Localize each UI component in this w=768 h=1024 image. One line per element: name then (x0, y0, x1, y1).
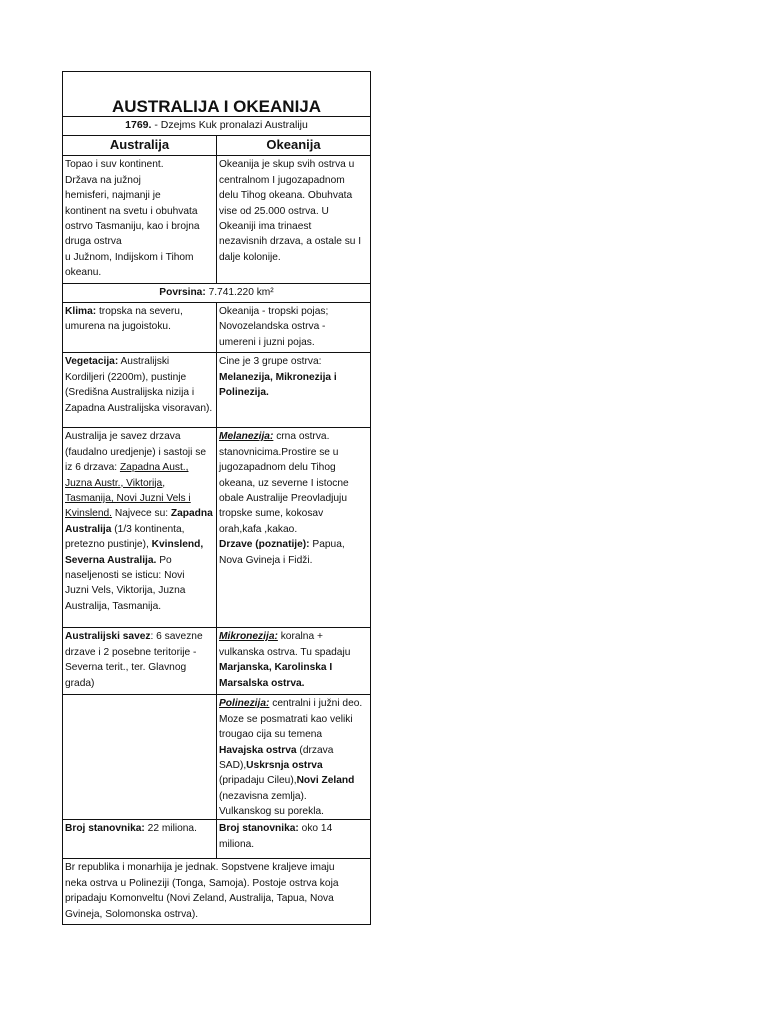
text-line: Nova Gvineja i Fidži. (219, 554, 313, 566)
povrsina-value: 7.741.220 km² (205, 286, 274, 298)
cell-australija-stanovnici (63, 820, 217, 859)
stanovnika-label: Broj stanovnika: (65, 823, 145, 835)
text-line: Novozelandska ostrva - (219, 321, 326, 333)
text-line (219, 821, 368, 836)
text-line: u Južnom, Indijskom i Tihom (65, 251, 194, 263)
text-span: pretezno pustinje), (65, 539, 152, 551)
text-span: koralna + (277, 631, 323, 643)
text-line: grada) (65, 677, 95, 689)
text-line (219, 743, 368, 758)
document-table (62, 71, 371, 925)
text-line (65, 553, 214, 568)
text-line: vulkanska ostrva. Tu spadaju (219, 646, 351, 658)
text-line: druga ostrva (65, 236, 122, 248)
text-span: Zapadna (170, 508, 213, 520)
polinezija-label: Polinezija: (219, 698, 270, 710)
text-line: Kordiljeri (2200m), pustinje (65, 371, 187, 383)
text-line: umereni i juzni pojas. (219, 336, 315, 348)
subtitle (63, 117, 371, 136)
text-line: stanovnicima.Prostire se u (219, 446, 339, 458)
text-line (219, 429, 368, 444)
text-line: nezavisnih drzava, a ostale su I (219, 236, 362, 248)
text-line: Zapadna Australijska visoravan). (65, 402, 213, 414)
vegetacija-label: Vegetacija: (65, 356, 119, 368)
text-span: Australijski (118, 356, 170, 368)
text-span: (drzava (296, 744, 334, 756)
text-line: Br republika i monarhija je jednak. Sopstvene kraljeve imaju (65, 862, 335, 874)
text-line (65, 354, 214, 369)
text-span: tropska na severu, (96, 306, 183, 318)
cell-australija-savez (63, 428, 217, 628)
text-line: Topao i suv kontinent. (65, 159, 164, 171)
text-span: Novi Zeland (296, 775, 355, 787)
text-line: Okeanija je skup svih ostrva u (219, 159, 355, 171)
text-span: Papua, (309, 539, 345, 551)
povrsina-label: Povrsina: (159, 286, 206, 298)
text-line: Marjanska, Karolinska I (219, 662, 333, 674)
text-line (65, 304, 214, 319)
text-line: Marsalska ostrva. (219, 677, 305, 689)
text-line: Okeaniji ima trinaest (219, 221, 312, 233)
text-line: Cine je 3 grupe ostrva: (219, 356, 322, 368)
drzave-label: Drzave (poznatije): (219, 539, 310, 551)
cell-melanezija (217, 428, 371, 628)
text-line: Australija je savez drzava (65, 431, 181, 443)
text-line: drzave i 2 posebne teritorije - (65, 646, 197, 658)
text-line: delu Tihog okeana. Obuhvata (219, 190, 353, 202)
text-line: Vulkanskog su porekla. (219, 806, 324, 818)
subtitle-year: 1769. (125, 119, 152, 131)
column-header-australija: Australija (63, 136, 217, 156)
text-span: crna ostrva. (273, 431, 330, 443)
cell-okeanija-stanovnici (217, 820, 371, 859)
text-line (65, 537, 214, 552)
text-line: (faudalno uredjenje) i sastoji se (65, 446, 207, 458)
cell-povrsina (63, 283, 371, 302)
text-line: naseljenosti se isticu: Novi (65, 569, 185, 581)
text-line: orah,kafa ,kakao. (219, 523, 298, 535)
text-line: (nezavisna zemlja). (219, 790, 307, 802)
text-span: 22 miliona. (144, 823, 197, 835)
text-span: Zapadna Aust., (119, 462, 189, 474)
text-span: centralni i južni deo. (269, 698, 363, 710)
text-span: Kvinslend. (65, 508, 113, 520)
text-span: Uskrsnja ostrva (246, 759, 323, 771)
text-line (219, 537, 368, 552)
text-line: Severna terit., ter. Glavnog (65, 662, 187, 674)
text-line: trougao cija su temena (219, 729, 323, 741)
text-line (219, 773, 368, 788)
text-line (219, 696, 368, 711)
text-line: centralnom I jugozapadnom (219, 174, 345, 186)
text-line: Okeanija - tropski pojas; (219, 306, 329, 318)
column-header-okeanija: Okeanija (217, 136, 371, 156)
text-line: dalje kolonije. (219, 251, 281, 263)
text-line (65, 460, 214, 475)
cell-okeanija-klima (217, 303, 371, 353)
text-line: Država na južnoj (65, 174, 141, 186)
text-line: Juzna Austr., Viktorija, (65, 477, 166, 489)
cell-australija-vegetacija (63, 353, 217, 428)
text-line: Tasmanija, Novi Juzni Vels i (65, 492, 191, 504)
text-span: Severna Australija. (65, 554, 157, 566)
cell-okeanija-intro (217, 156, 371, 283)
cell-australija-klima (63, 303, 217, 353)
cell-okeanija-grupe (217, 353, 371, 428)
text-line: obale Australije Preovladjuju (219, 492, 347, 504)
text-line: vise od 25.000 ostrva. U (219, 205, 329, 217)
text-span: SAD), (219, 759, 247, 771)
text-line: miliona. (219, 838, 255, 850)
text-line: Australija, Tasmanija. (65, 600, 162, 612)
text-line (219, 629, 368, 644)
text-line: Moze se posmatrati kao veliki (219, 713, 353, 725)
text-line: ostrvo Tasmaniju, kao i brojna (65, 221, 200, 233)
text-span: Najvece su: (112, 508, 171, 520)
text-line: kontinent na svetu i obuhvata (65, 205, 198, 217)
text-line (219, 758, 368, 773)
text-span: Po (156, 554, 172, 566)
text-span: (1/3 kontinenta, (111, 523, 185, 535)
subtitle-text: - Dzejms Kuk pronalazi Australiju (151, 119, 308, 131)
text-line: jugozapadnom delu Tihog (219, 462, 336, 474)
text-line: Polinezija. (219, 387, 269, 399)
cell-footer-note (63, 859, 371, 925)
cell-australija-intro (63, 156, 217, 283)
text-span: Havajska ostrva (219, 744, 297, 756)
melanezija-label: Melanezija: (219, 431, 274, 443)
klima-label: Klima: (65, 306, 97, 318)
text-line: okeanu. (65, 267, 102, 279)
text-span: Australija (65, 523, 112, 535)
text-line: neka ostrva u Polineziji (Tonga, Samoja). Postoje ostrva koja (65, 877, 339, 889)
cell-australijski-savez (63, 628, 217, 695)
text-span: oko 14 (298, 823, 333, 835)
text-line: umurena na jugoistoku. (65, 321, 171, 333)
text-line: Melanezija, Mikronezija i (219, 371, 337, 383)
cell-polinezija (217, 695, 371, 820)
text-line: Gvineja, Solomonska ostrva). (65, 908, 199, 920)
text-line: pripadaju Komonveltu (Novi Zeland, Australija, Tapua, Nova (65, 893, 334, 905)
text-line (65, 522, 214, 537)
text-line (65, 506, 214, 521)
cell-empty (63, 695, 217, 820)
text-span: : 6 savezne (150, 631, 203, 643)
text-line: okeana, uz severne I istocne (219, 477, 349, 489)
text-span: Kvinslend, (151, 539, 204, 551)
cell-mikronezija (217, 628, 371, 695)
stanovnika-label: Broj stanovnika: (219, 823, 299, 835)
mikronezija-label: Mikronezija: (219, 631, 278, 643)
polinezija-content (219, 696, 368, 817)
australijski-savez-label: Australijski savez (65, 631, 151, 643)
text-line: Juzni Vels, Viktorija, Juzna (65, 585, 186, 597)
page-title: AUSTRALIJA I OKEANIJA (63, 72, 371, 117)
text-line: (Središna Australijska nizija i (65, 387, 195, 399)
text-span: (pripadaju Cileu), (219, 775, 297, 787)
text-line (65, 629, 214, 644)
text-line: tropske sume, kokosav (219, 508, 324, 520)
text-span: iz 6 drzava: (65, 462, 120, 474)
text-line: hemisferi, najmanji je (65, 190, 161, 202)
